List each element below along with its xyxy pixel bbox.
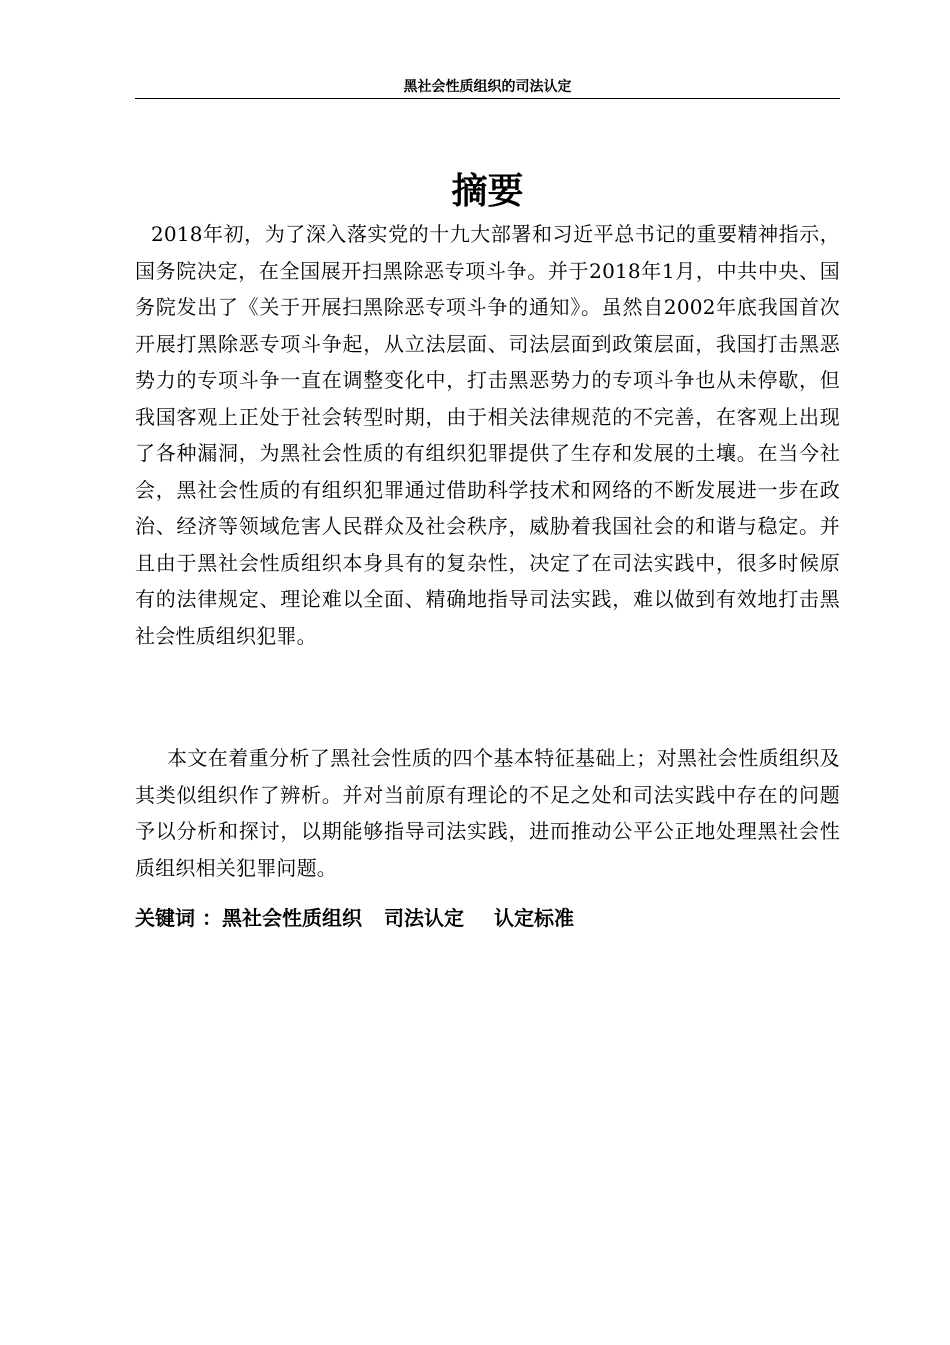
keyword-item: 认定标准 [493, 906, 574, 930]
keyword-item: 黑社会性质组织 [221, 906, 362, 930]
header-rule [135, 98, 840, 99]
abstract-paragraph-1: 2018年初，为了深入落实党的十九大部署和习近平总书记的重要精神指示，国务院决定，在全国展开扫黑除恶专项斗争。并于2018年1月，中共中央、国务院发出了《关于开展扫黑除恶专项斗争的通知》。虽然自2002年底我国首次开展打黑除恶专项斗争起，从立法层面、司法层面到政策层面，我国打击黑恶势力的专项斗争一直在调整变化中，打击黑恶势力的专项斗争也从未停歇，但我国客观上正处于社会转型时期，由于相关法律规范的不完善，在客观上出现了各种漏洞，为黑社会性质的有组织犯罪提供了生存和发展的土壤。在当今社会，黑社会性质的有组织犯罪通过借助科学技术和网络的不断发展进一步在政治、经济等领域危害人民群众及社会秩序，威胁着我国社会的和谐与稳定。并且由于黑社会性质组织本身具有的复杂性，决定了在司法实践中，很多时候原有的法律规定、理论难以全面、精确地指导司法实践，难以做到有效地打击黑社会性质组织犯罪。 [135, 222, 840, 648]
keyword-item: 司法认定 [383, 906, 464, 930]
keywords-line [135, 900, 840, 936]
abstract-title: 摘要 [451, 171, 524, 212]
abstract-paragraph-2: 本文在着重分析了黑社会性质的四个基本特征基础上；对黑社会性质组织及其类似组织作了辨析。并对当前原有理论的不足之处和司法实践中存在的问题予以分析和探讨，以期能够指导司法实践，进而推动公平公正地处理黑社会性质组织相关犯罪问题。 [135, 746, 840, 880]
running-header: 黑社会性质组织的司法认定 [403, 79, 572, 95]
keywords-label: 关键词 ： [135, 906, 222, 930]
